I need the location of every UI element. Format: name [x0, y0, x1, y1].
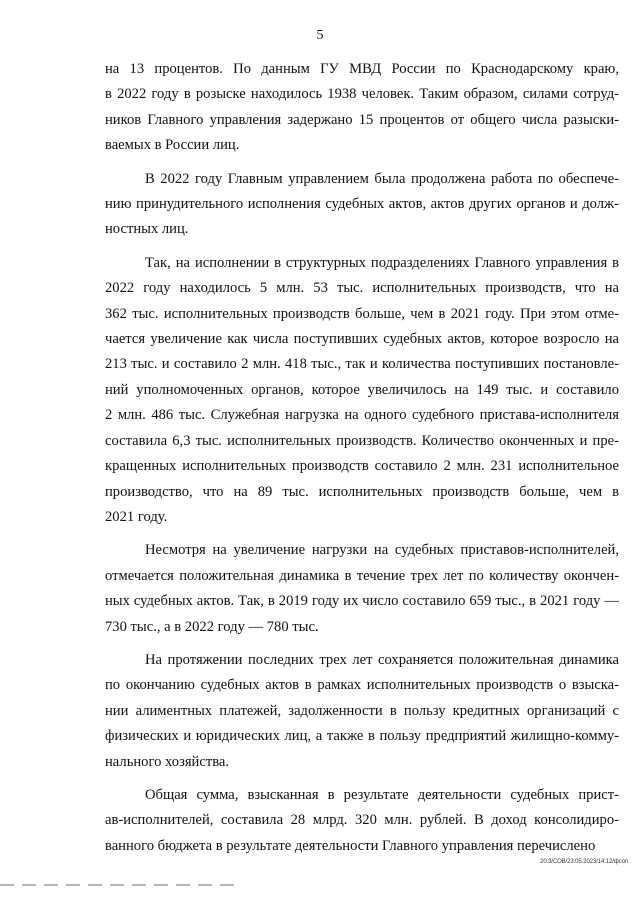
text-line: Так, на исполнении в структурных подразделениях Главного управления в: [145, 254, 619, 271]
text-line: ных судебных актов. Так, в 2019 году их число составило 659 тыс., в 2021 году —: [105, 593, 619, 610]
page-number: 5: [316, 28, 324, 43]
text-line: на 13 процентов. По данным ГУ МВД России по Краснодарскому краю,: [105, 61, 619, 77]
text-line: нального хозяйства.: [105, 753, 230, 770]
text-line: 2021 году.: [105, 508, 168, 525]
text-line: ний уполномоченных органов, которое увеличилось на 149 тыс. и составило: [105, 381, 619, 398]
text-line: по окончанию судебных актов в рамках исполнительных производств о взыска-: [105, 677, 619, 694]
paragraph-gap: [105, 775, 619, 783]
paragraph-gap: [105, 159, 619, 167]
text-line: 730 тыс., а в 2022 году — 780 тыс.: [105, 618, 319, 635]
text-line: нию принудительного исполнения судебных актов, актов других органов и долж-: [105, 196, 619, 213]
text-line: отмечается положительная динамика в течение трех лет по количеству окончен-: [105, 567, 619, 584]
text-line: ностных лиц.: [105, 221, 189, 238]
text-line: в 2022 году в розыске находилось 1938 человек. Таким образом, силами сотруд-: [105, 86, 619, 103]
document-body: [105, 57, 619, 859]
text-line: ванного бюджета в результате деятельности Главного управления перечислено: [105, 837, 596, 854]
text-line: Несмотря на увеличение нагрузки на судебных приставов-исполнителей,: [145, 542, 619, 559]
paragraph: [105, 648, 619, 775]
footer-stamp: 20.3/СОВ/23.05.2023/14:12/фсоп: [540, 859, 628, 865]
text-line: производство, что на 89 тыс. исполнительных производств больше, чем в: [105, 483, 619, 500]
paragraph: [105, 57, 619, 159]
text-line: физических и юридических лиц, а также в пользу предприятий жилищно-комму-: [105, 728, 619, 745]
paragraph: [105, 251, 619, 530]
text-line: ваемых в России лиц.: [105, 137, 240, 154]
text-line: нии алиментных платежей, задолженности в пользу кредитных организаций с: [105, 702, 619, 719]
text-line: ников Главного управления задержано 15 процентов от общего числа разыски-: [105, 111, 619, 128]
text-line: чается увеличение как числа поступивших судебных актов, которое возросло на: [105, 331, 619, 348]
paragraph-gap: [105, 530, 619, 538]
paragraph-gap: [105, 640, 619, 648]
paragraph: [105, 538, 619, 640]
text-line: В 2022 году Главным управлением была продолжена работа по обеспече-: [145, 170, 619, 187]
text-line: составила 6,3 тыс. исполнительных производств. Количество оконченных и пре-: [105, 432, 619, 449]
paragraph-gap: [105, 243, 619, 251]
text-line: 2022 году находилось 5 млн. 53 тыс. исполнительных производств, что на: [105, 280, 619, 297]
paragraph: [105, 167, 619, 243]
text-line: кращенных исполнительных производств составило 2 млн. 231 исполнительное: [105, 458, 619, 475]
text-line: На протяжении последних трех лет сохраняется положительная динамика: [145, 651, 619, 668]
text-line: ав-исполнителей, составила 28 млрд. 320 млн. рублей. В доход консолидиро-: [105, 812, 619, 829]
text-line: Общая сумма, взысканная в результате деятельности судебных прист-: [145, 786, 619, 803]
page-edge-dashes: [0, 884, 240, 886]
text-line: 213 тыс. и составило 2 млн. 418 тыс., так и количества поступивших постановле-: [105, 356, 619, 373]
text-line: 2 млн. 486 тыс. Служебная нагрузка на одного судебного пристава-исполнителя: [105, 407, 619, 424]
paragraph: [105, 783, 619, 859]
text-line: 362 тыс. исполнительных производств больше, чем в 2021 году. При этом отме-: [105, 305, 619, 322]
